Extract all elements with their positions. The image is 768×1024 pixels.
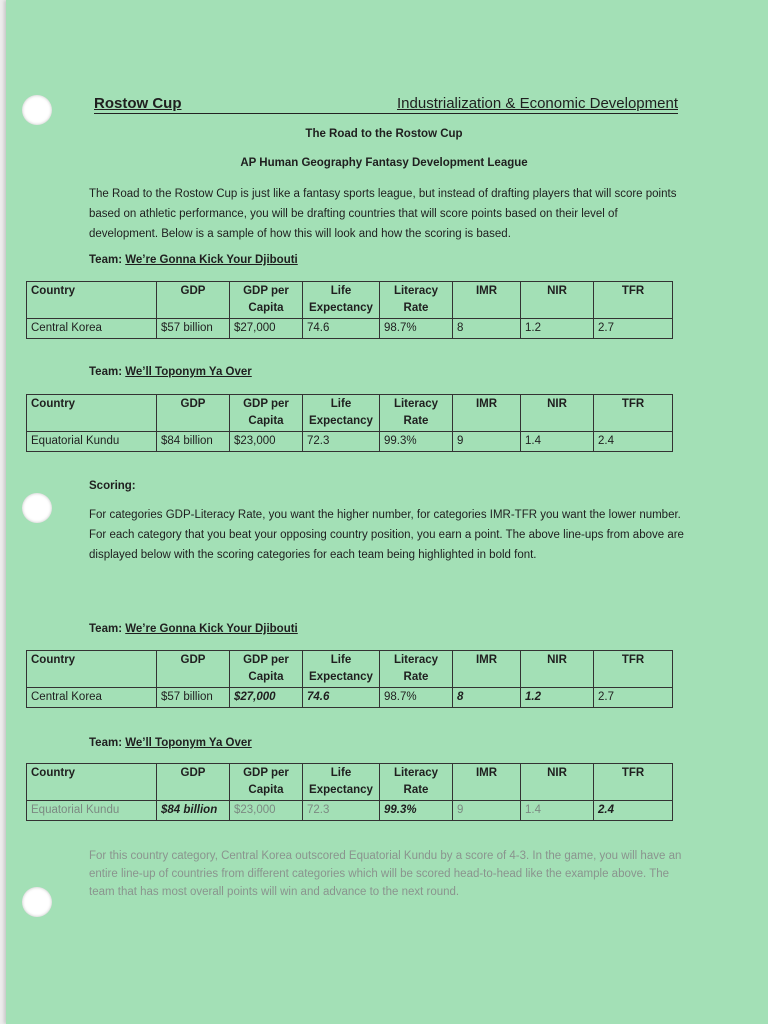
cell-literacy-rate: 99.3% (380, 432, 453, 452)
table-row (27, 801, 673, 821)
cell-gdp-per-capita: $23,000 (230, 801, 303, 821)
table-header-row (27, 395, 673, 432)
team2-table (26, 394, 673, 452)
team-heading (89, 366, 252, 378)
table-row (27, 319, 673, 339)
cell-tfr: 2.4 (594, 432, 673, 452)
cell-nir: 1.4 (521, 432, 594, 452)
team2-scored-table (26, 763, 673, 821)
col-literacy-rate: Literacy Rate (380, 395, 453, 432)
team-prefix: Team: (89, 623, 123, 635)
col-literacy-rate: Literacy Rate (380, 282, 453, 319)
col-life-expectancy: Life Expectancy (303, 282, 380, 319)
col-imr: IMR (453, 282, 521, 319)
team-name: We’re Gonna Kick Your Djibouti (125, 254, 298, 266)
team-name: We’ll Toponym Ya Over (125, 737, 252, 749)
col-gdp: GDP (157, 395, 230, 432)
col-life-expectancy: Life Expectancy (303, 395, 380, 432)
cell-tfr: 2.7 (594, 688, 673, 708)
cell-literacy-rate: 98.7% (380, 688, 453, 708)
team-prefix: Team: (89, 254, 123, 266)
col-nir: NIR (521, 651, 594, 688)
col-gdp: GDP (157, 651, 230, 688)
col-tfr: TFR (594, 764, 673, 801)
col-life-expectancy: Life Expectancy (303, 764, 380, 801)
col-gdp-per-capita: GDP per Capita (230, 764, 303, 801)
col-country: Country (27, 282, 157, 319)
cell-life-expectancy: 74.6 (303, 319, 380, 339)
cell-literacy-rate: 99.3% (380, 801, 453, 821)
cell-imr: 9 (453, 801, 521, 821)
cell-nir: 1.2 (521, 319, 594, 339)
col-literacy-rate: Literacy Rate (380, 651, 453, 688)
col-country: Country (27, 395, 157, 432)
cell-imr: 8 (453, 688, 521, 708)
course-unit-label: Rostow Cup (94, 95, 182, 112)
scoring-paragraph: For categories GDP-Literacy Rate, you want the higher number, for categories IMR-TFR you want the lower number. For each category that you beat your opposing country position, you earn a point. The above line-ups from above are displayed below with the scoring categories for each team being highlighted in bold font. (89, 509, 684, 561)
cell-imr: 9 (453, 432, 521, 452)
cell-gdp-per-capita: $27,000 (230, 319, 303, 339)
cell-life-expectancy: 72.3 (303, 801, 380, 821)
team1-table (26, 281, 673, 339)
cell-country: Central Korea (27, 319, 157, 339)
cell-nir: 1.4 (521, 801, 594, 821)
cell-imr: 8 (453, 319, 521, 339)
cell-gdp-per-capita: $27,000 (230, 688, 303, 708)
col-gdp: GDP (157, 282, 230, 319)
team-prefix: Team: (89, 366, 123, 378)
team-heading (89, 737, 252, 749)
col-imr: IMR (453, 651, 521, 688)
cell-tfr: 2.7 (594, 319, 673, 339)
col-gdp: GDP (157, 764, 230, 801)
closing-paragraph: For this country category, Central Korea outscored Equatorial Kundu by a score of 4-3. In the game, you will have an entire line-up of countries from different categories which will be scored head-to-head like the example above. The team that has most overall points will win and advance to the next round. (89, 850, 682, 898)
table-header-row (27, 282, 673, 319)
page-subtitle: AP Human Geography Fantasy Development League (240, 157, 528, 169)
col-literacy-rate: Literacy Rate (380, 764, 453, 801)
col-nir: NIR (521, 395, 594, 432)
unit-title: Industrialization & Economic Development (397, 95, 678, 112)
cell-life-expectancy: 72.3 (303, 432, 380, 452)
page-title: The Road to the Rostow Cup (305, 128, 463, 140)
punch-hole (22, 95, 52, 125)
col-gdp-per-capita: GDP per Capita (230, 395, 303, 432)
col-gdp-per-capita: GDP per Capita (230, 651, 303, 688)
punch-hole (22, 493, 52, 523)
cell-gdp: $57 billion (157, 319, 230, 339)
cell-gdp: $57 billion (157, 688, 230, 708)
col-tfr: TFR (594, 651, 673, 688)
team-heading (89, 623, 298, 635)
col-life-expectancy: Life Expectancy (303, 651, 380, 688)
team-heading (89, 254, 298, 266)
cell-gdp: $84 billion (157, 432, 230, 452)
col-imr: IMR (453, 395, 521, 432)
team-name: We’ll Toponym Ya Over (125, 366, 252, 378)
cell-country: Equatorial Kundu (27, 801, 157, 821)
cell-nir: 1.2 (521, 688, 594, 708)
col-country: Country (27, 764, 157, 801)
table-row (27, 432, 673, 452)
col-nir: NIR (521, 282, 594, 319)
cell-gdp-per-capita: $23,000 (230, 432, 303, 452)
col-imr: IMR (453, 764, 521, 801)
table-header-row (27, 764, 673, 801)
col-gdp-per-capita: GDP per Capita (230, 282, 303, 319)
cell-literacy-rate: 98.7% (380, 319, 453, 339)
table-header-row (27, 651, 673, 688)
col-tfr: TFR (594, 395, 673, 432)
team-name: We’re Gonna Kick Your Djibouti (125, 623, 298, 635)
table-row (27, 688, 673, 708)
cell-country: Equatorial Kundu (27, 432, 157, 452)
page-header (94, 95, 678, 114)
scoring-heading: Scoring: (89, 480, 136, 492)
cell-tfr: 2.4 (594, 801, 673, 821)
col-tfr: TFR (594, 282, 673, 319)
team1-scored-table (26, 650, 673, 708)
cell-life-expectancy: 74.6 (303, 688, 380, 708)
punch-hole (22, 887, 52, 917)
cell-country: Central Korea (27, 688, 157, 708)
team-prefix: Team: (89, 737, 123, 749)
col-nir: NIR (521, 764, 594, 801)
intro-paragraph: The Road to the Rostow Cup is just like a fantasy sports league, but instead of drafting players that will score points based on athletic performance, you will be drafting countries that will score points based on their level of development. Below is a sample of how this will look and how the scoring is based. (89, 188, 677, 240)
cell-gdp: $84 billion (157, 801, 230, 821)
col-country: Country (27, 651, 157, 688)
